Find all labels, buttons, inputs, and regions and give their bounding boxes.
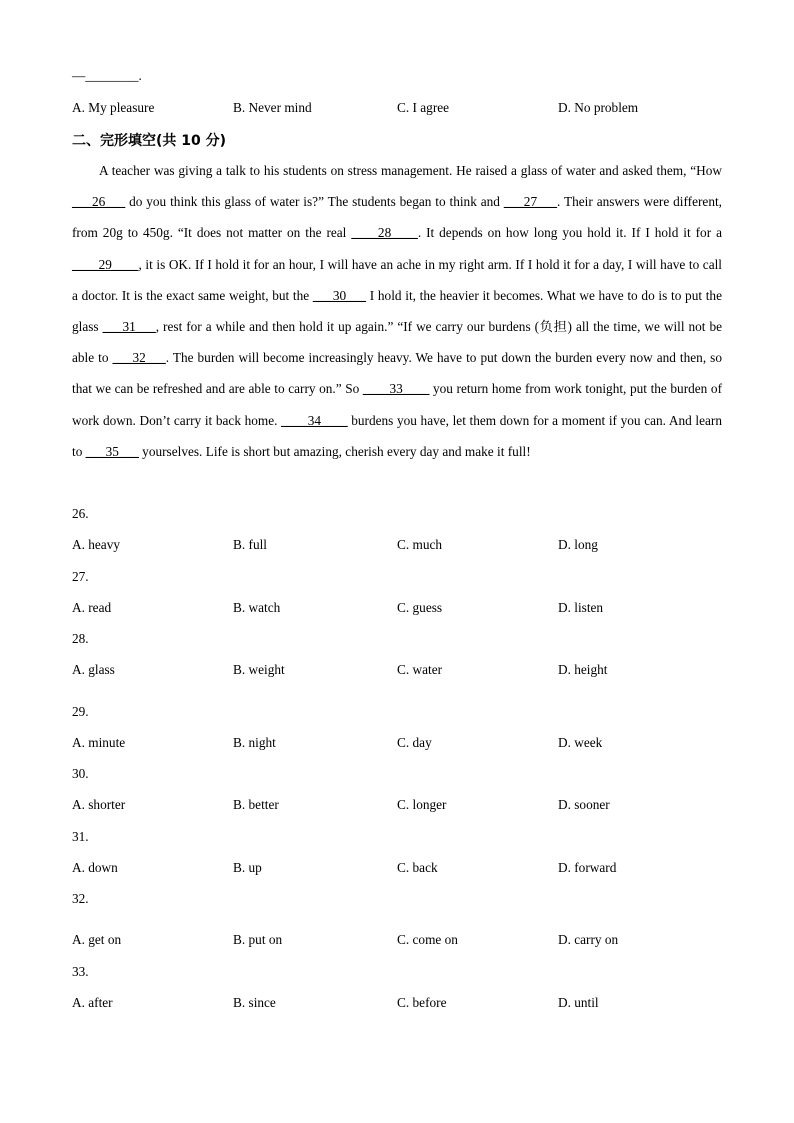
option-b: B. full <box>233 537 267 552</box>
passage-text: . Their answers were different, from 20g to 450g. “It does not matter on the real <box>72 194 722 241</box>
option-d: D. week <box>558 735 603 750</box>
prev-option-d: D. No problem <box>558 100 639 115</box>
passage-text: do you think this glass of water is?” The students began to think and <box>125 194 504 210</box>
passage-text: , it is OK. If I hold it for an hour, I will have an ache in my right arm. If I hold it for a day, I will have to call a doctor. It is the exact same weight, but the <box>72 256 722 303</box>
cloze-blank: ___31___ <box>102 319 156 335</box>
question-number: 33. <box>72 964 89 979</box>
option-c: C. come on <box>397 932 458 947</box>
option-b: B. up <box>233 860 262 875</box>
option-a: A. glass <box>72 662 115 677</box>
cloze-blank: ___35___ <box>85 443 139 459</box>
option-b: B. weight <box>233 662 285 677</box>
prev-question-stem: —________. <box>72 68 142 83</box>
option-c: C. water <box>397 662 443 677</box>
question-number: 32. <box>72 891 89 906</box>
section-title: 二、完形填空(共 10 分) <box>72 133 227 149</box>
cloze-blank: ____28____ <box>351 225 418 241</box>
question-number: 31. <box>72 829 89 844</box>
option-b: B. night <box>233 735 276 750</box>
option-c: C. back <box>397 860 438 875</box>
option-d: D. height <box>558 662 608 677</box>
option-d: D. listen <box>558 600 604 615</box>
passage-text: . The burden will become increasingly heavy. We have to put down the burden every now and then, so that we can be refreshed and are able to carry on.” So <box>72 350 722 397</box>
option-b: B. better <box>233 797 279 812</box>
passage-text: I hold it, the heavier it becomes. What we have to do is to put the glass <box>72 287 722 335</box>
question-number: 28. <box>72 631 89 646</box>
passage-text: you return home from work tonight, put the burden of work down. Don’t carry it back home. <box>72 381 723 428</box>
passage-text: yourselves. Life is short but amazing, cherish every day and make it full! <box>138 443 531 459</box>
option-a: A. down <box>72 860 118 875</box>
cloze-blank: ____29____ <box>72 256 139 272</box>
cloze-blank: ___26___ <box>72 194 126 210</box>
cloze-blank: ___30___ <box>312 287 367 303</box>
option-b: B. since <box>233 995 276 1010</box>
option-d: D. long <box>558 537 598 552</box>
option-a: A. read <box>72 600 112 615</box>
prev-option-a: A. My pleasure <box>72 100 155 115</box>
cloze-passage <box>72 155 722 467</box>
option-c: C. before <box>397 995 447 1010</box>
passage-text: burdens you have, let them down for a moment if you can. And learn to <box>72 412 722 459</box>
option-c: C. longer <box>397 797 447 812</box>
option-d: D. carry on <box>558 932 619 947</box>
cloze-blank: ____34____ <box>281 412 348 428</box>
question-number: 27. <box>72 569 89 584</box>
question-number: 30. <box>72 766 89 781</box>
question-number: 29. <box>72 704 89 719</box>
option-d: D. sooner <box>558 797 610 812</box>
option-d: D. forward <box>558 860 617 875</box>
option-a: A. shorter <box>72 797 126 812</box>
cloze-blank: ___32___ <box>112 350 166 366</box>
option-b: B. watch <box>233 600 281 615</box>
prev-option-b: B. Never mind <box>233 100 312 115</box>
passage-text: , rest for a while and then hold it up again.” “If we carry our burdens (负担) all the time, we will not be able to <box>72 319 723 366</box>
option-a: A. heavy <box>72 537 120 552</box>
option-a: A. after <box>72 995 113 1010</box>
question-number: 26. <box>72 506 89 521</box>
passage-text: . It depends on how long you hold it. If I hold it for a <box>417 225 722 241</box>
option-b: B. put on <box>233 932 283 947</box>
cloze-blank: ____33____ <box>362 381 430 397</box>
option-a: A. get on <box>72 932 122 947</box>
option-a: A. minute <box>72 735 126 750</box>
passage-text: A teacher was giving a talk to his students on stress management. He raised a glass of water and asked them, “How <box>99 163 722 178</box>
prev-option-c: C. I agree <box>397 100 450 115</box>
option-c: C. day <box>397 735 432 750</box>
option-c: C. much <box>397 537 443 552</box>
option-c: C. guess <box>397 600 443 615</box>
option-d: D. until <box>558 995 599 1010</box>
cloze-blank: ___27___ <box>503 194 558 210</box>
